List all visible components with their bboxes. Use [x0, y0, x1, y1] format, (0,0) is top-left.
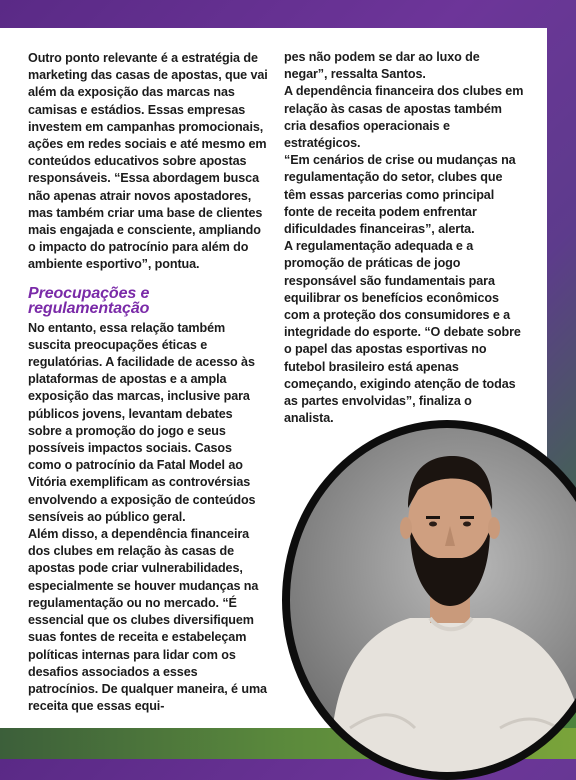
- paragraph: “Em cenários de crise ou mudanças na regulamentação do setor, clubes que têm essas parcerias como principal fonte de receita podem enfrentar dificuldades financeiras”, alerta.: [284, 153, 516, 237]
- section-heading: Preocupações e regulamentação: [28, 284, 150, 317]
- portrait-photo: [290, 428, 576, 772]
- right-text-column: [284, 49, 524, 427]
- left-text-column: [28, 50, 268, 715]
- paragraph: A regulamentação adequada e a promoção de práticas de jogo responsável são fundamentais para equilibrar os benefícios econômicos com a proteção dos consumidores e a integridade do esporte. “O debate sobre o papel das apostas esportivas no futebol brasileiro está apenas começando, exigindo atenção de todas as partes envolvidas”, finaliza o analista.: [284, 239, 521, 426]
- paragraph: pes não podem se dar ao luxo de negar”, ressalta Santos.: [284, 50, 480, 82]
- paragraph: Além disso, a dependência financeira dos clubes em relação às casas de apostas pode criar vulnerabilidades, especialmente se houver mudanças na regulamentação ou no mercado. “É essencial que os clubes diversifiquem suas fontes de receita e estabeleçam políticas internas para lidar com os desafios associados a esses patrocínios. De qualquer maneira, é uma receita que essas equi-: [28, 527, 267, 714]
- man-portrait-illustration: [290, 428, 576, 772]
- paragraph: Outro ponto relevante é a estratégia de marketing das casas de apostas, que vai além da exposição das marcas nas camisas e estádios. Essas empresas investem em campanhas promocionais, ações em redes sociais e até mesmo em conteúdos educativos sobre apostas responsáveis. “Essa abordagem busca não apenas atrair novos apostadores, mas também criar uma base de clientes mais engajada e consciente, ampliando o impacto do patrocínio para além do ambiente esportivo”, pontua.: [28, 51, 268, 272]
- paragraph: A dependência financeira dos clubes em relação às casas de apostas também cria desafios operacionais e estratégicos.: [284, 84, 524, 151]
- paragraph: No entanto, essa relação também suscita preocupações éticas e regulatórias. A facilidade de acesso às plataformas de apostas e a ampla exposição das marcas, inclusive para públicos jovens, levantam debates sobre a promoção do jogo e seus possíveis impactos sociais. Casos como o patrocínio da Fatal Model ao Vitória exemplificam as controvérsias envolvendo a exposição de conteúdos sensíveis ao público geral.: [28, 320, 256, 524]
